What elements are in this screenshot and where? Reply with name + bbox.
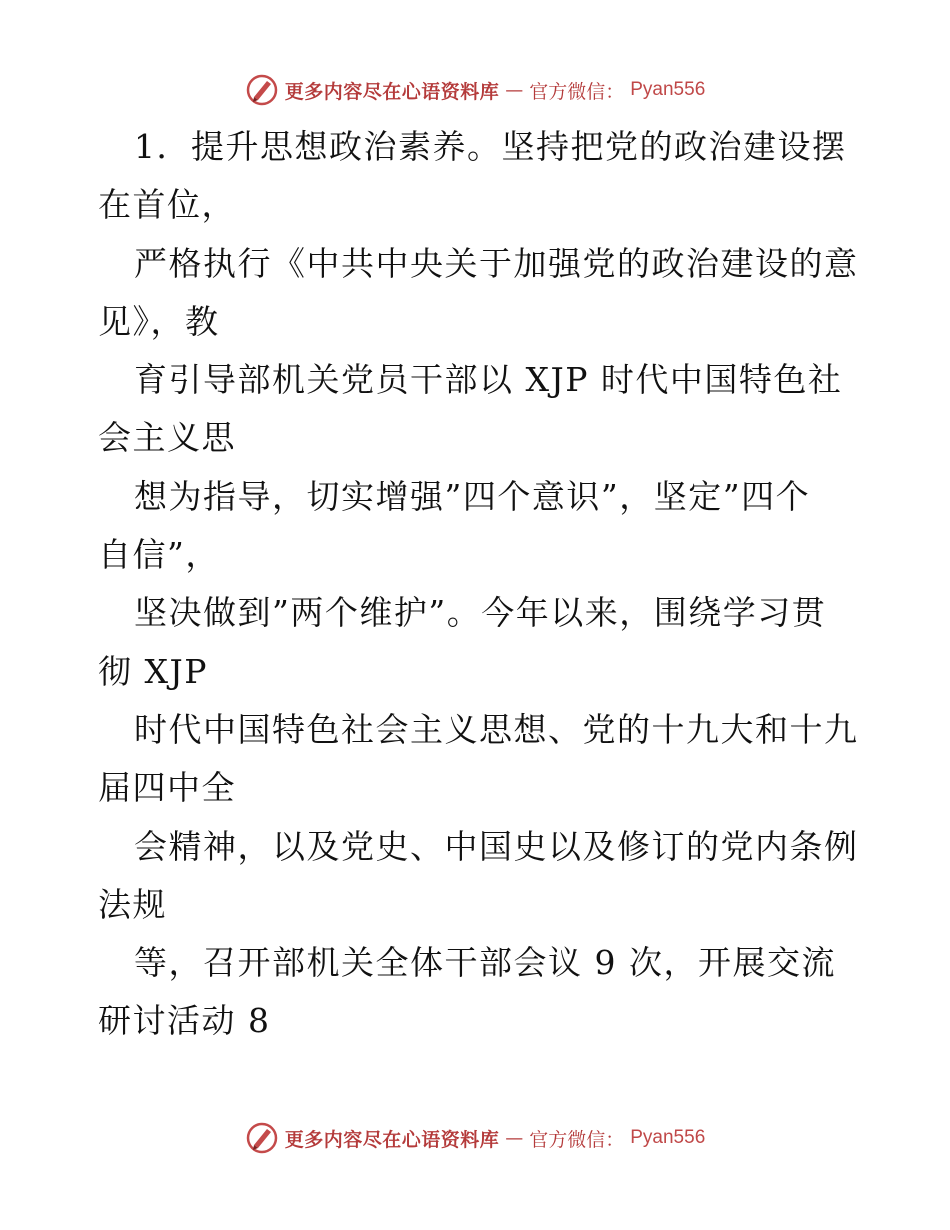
- body-line: 1．提升思想政治素养。坚持把党的政治建设摆: [134, 127, 847, 166]
- document-body: [98, 118, 858, 1051]
- footer-dash: —: [505, 1127, 524, 1149]
- header-banner-text: 更多内容尽在心语资料库: [284, 80, 500, 103]
- footer-wechat-label: 官方微信：: [529, 1128, 625, 1151]
- header-banner: [0, 70, 950, 110]
- pen-logo-icon: [245, 73, 279, 107]
- header-dash: —: [505, 79, 524, 101]
- body-line: 严格执行《中共中央关于加强党的政治建设的意: [134, 243, 859, 283]
- header-wechat-id: Pyan556: [630, 79, 706, 100]
- body-line: 研讨活动 8: [98, 1001, 271, 1041]
- body-line: 想为指导，切实增强”四个意识”，坚定”四个: [134, 476, 811, 516]
- body-line: 见》，教: [98, 301, 220, 341]
- body-line: 会精神，以及党史、中国史以及修订的党内条例: [134, 826, 859, 866]
- footer-wechat-id: Pyan556: [630, 1127, 706, 1148]
- pen-logo-icon: [245, 1121, 279, 1155]
- body-line: 届四中全: [98, 768, 236, 808]
- body-line: 会主义思: [98, 418, 236, 458]
- body-line: 育引导部机关党员干部以 XJP 时代中国特色社: [134, 360, 843, 400]
- body-line: 坚决做到”两个维护”。今年以来，围绕学习贯: [134, 593, 827, 633]
- header-wechat-label: 官方微信：: [529, 80, 625, 103]
- footer-banner: [0, 1118, 950, 1158]
- body-line: 等，召开部机关全体干部会议 9 次，开展交流: [134, 943, 836, 983]
- footer-banner-text: 更多内容尽在心语资料库: [284, 1128, 500, 1151]
- body-line: 自信”，: [98, 535, 220, 575]
- body-line: 法规: [98, 884, 167, 924]
- body-line: 在首位，: [98, 185, 236, 225]
- body-line: 彻 XJP: [98, 651, 208, 691]
- body-line: 时代中国特色社会主义思想、党的十九大和十九: [134, 709, 859, 749]
